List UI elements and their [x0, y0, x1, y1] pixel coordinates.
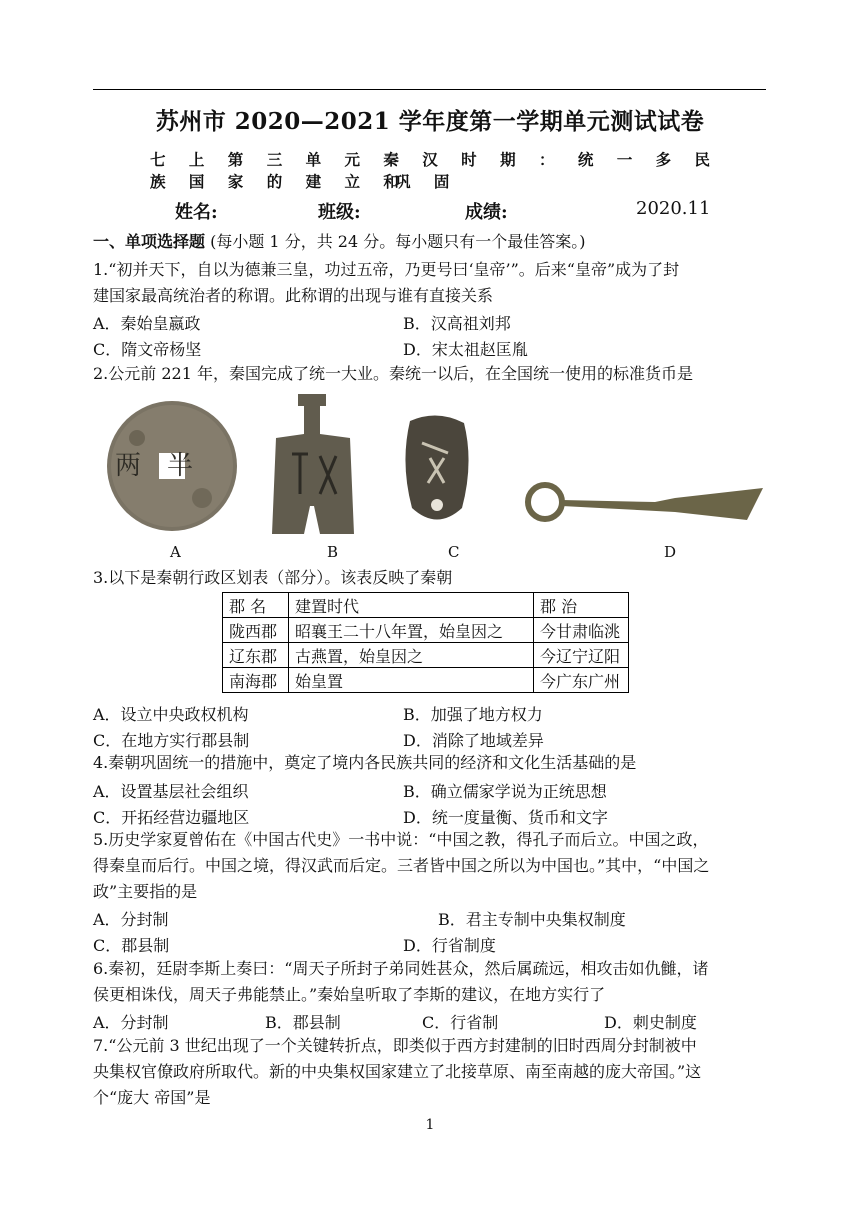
q6-option-d: D．刺史制度 — [604, 1013, 697, 1032]
q3-stem-1: 3.以下是秦朝行政区划表（部分）。该表反映了秦朝 — [93, 568, 453, 587]
section-title: 一、单项选择题 — [93, 232, 206, 251]
q6-option-a: A．分封制 — [93, 1013, 169, 1032]
q6-stem-2: 侯更相诛伐，周天子弗能禁止。”秦始皇听取了李斯的建议，在地方实行了 — [93, 985, 606, 1004]
coin-d-knife-image — [525, 470, 765, 530]
q1-option-d: D．宋太祖赵匡胤 — [403, 340, 528, 359]
exam-subtitle: 七 上 第 三 单 元 秦 汉 时 期 ： 统 一 多 民 族 国 家 的 建 立 和 — [150, 150, 720, 191]
table-header-cell: 郡 名 — [223, 593, 289, 618]
q5-option-c: C．郡县制 — [93, 936, 170, 955]
q5-option-b: B．君主专制中央集权制度 — [438, 910, 626, 929]
q5-option-d: D．行省制度 — [403, 936, 496, 955]
table-cell: 今甘肃临洮 — [534, 618, 629, 643]
table-header-cell: 郡 治 — [534, 593, 629, 618]
table-header-row — [223, 593, 629, 618]
q1-stem-2: 建国家最高统治者的称谓。此称谓的出现与谁有直接关系 — [93, 286, 494, 305]
prefecture-table — [222, 592, 629, 693]
q6-stem-1: 6.秦初，廷尉李斯上奏曰：“周天子所封子弟同姓甚众，然后属疏远，相攻击如仇雠，诸 — [93, 959, 709, 978]
q3-option-c: C．在地方实行郡县制 — [93, 731, 250, 750]
q7-stem-2: 央集权官僚政府所取代。新的中央集权国家建立了北接草原、南至南越的庞大帝国。”这 — [93, 1062, 702, 1081]
coin-label-c: C — [448, 543, 460, 561]
coin-label-a: A — [170, 543, 181, 561]
q7-stem-3: 个“庞大 帝国”是 — [93, 1088, 211, 1107]
table-cell: 今广东广州 — [534, 668, 629, 693]
q5-option-a: A．分封制 — [93, 910, 169, 929]
q4-stem-1: 4.秦朝巩固统一的措施中，奠定了境内各民族共同的经济和文化生活基础的是 — [93, 753, 637, 772]
q2-stem-1: 2.公元前 221 年，秦国完成了统一大业。秦统一以后，在全国统一使用的标准货币是 — [93, 364, 693, 383]
header-rule — [93, 89, 766, 90]
table-row — [223, 643, 629, 668]
coin-label-b: B — [327, 543, 339, 561]
q5-stem-1: 5.历史学家夏曾佑在《中国古代史》一书中说：“中国之教，得孔子而后立。中国之政， — [93, 830, 709, 849]
section-instruction: (每小题 1 分，共 24 分。每小题只有一个最佳答案。) — [205, 232, 586, 251]
q4-option-b: B．确立儒家学说为正统思想 — [403, 782, 607, 801]
q4-option-a: A．设置基层社会组织 — [93, 782, 249, 801]
q3-option-b: B．加强了地方权力 — [403, 705, 543, 724]
score-label: 成绩: — [465, 202, 508, 223]
q6-option-b: B．郡县制 — [265, 1013, 341, 1032]
coin-b-spade-image — [270, 394, 355, 539]
table-cell: 始皇置 — [289, 668, 534, 693]
q4-option-d: D．统一度量衡、货币和文字 — [403, 808, 608, 827]
q1-stem-1: 1.“初并天下，自以为德兼三皇，功过五帝，乃更号曰‘皇帝’”。后来“皇帝”成为了封 — [93, 260, 680, 279]
q4-option-c: C．开拓经营边疆地区 — [93, 808, 250, 827]
table-row — [223, 618, 629, 643]
q5-stem-3: 政”主要指的是 — [93, 882, 198, 901]
table-header-cell: 建置时代 — [289, 593, 534, 618]
exam-title: 苏州市 2020—2021 学年度第一学期单元测试试卷 — [155, 108, 705, 135]
table-row — [223, 668, 629, 693]
q7-stem-1: 7.“公元前 3 世纪出现了一个关键转折点，即类似于西方封建制的旧时西周分封制被中 — [93, 1036, 697, 1055]
class-label: 班级: — [318, 202, 361, 223]
table-cell: 辽东郡 — [223, 643, 289, 668]
coin-a-inscription: 两 半 — [115, 451, 194, 481]
name-label: 姓名: — [175, 202, 218, 223]
exam-subtitle-cont: 巩 固 — [395, 172, 459, 191]
table-cell: 南海郡 — [223, 668, 289, 693]
q1-option-a: A．秦始皇嬴政 — [93, 314, 201, 333]
table-cell: 古燕置，始皇因之 — [289, 643, 534, 668]
q3-option-a: A．设立中央政权机构 — [93, 705, 249, 724]
table-cell: 今辽宁辽阳 — [534, 643, 629, 668]
q6-option-c: C．行省制 — [422, 1013, 499, 1032]
q1-option-c: C．隋文帝杨坚 — [93, 340, 202, 359]
q3-option-d: D．消除了地域差异 — [403, 731, 544, 750]
coin-a-banliang-image — [97, 398, 247, 533]
q5-stem-2: 得秦皇而后行。中国之境，得汉武而后定。三者皆中国之所以为中国也。”其中，“中国之 — [93, 856, 710, 875]
coin-c-antnose-image — [400, 413, 475, 528]
exam-date: 2020.11 — [636, 198, 711, 219]
q1-option-b: B．汉高祖刘邦 — [403, 314, 511, 333]
table-cell: 昭襄王二十八年置，始皇因之 — [289, 618, 534, 643]
page-number: 1 — [425, 1117, 435, 1133]
table-cell: 陇西郡 — [223, 618, 289, 643]
coin-label-d: D — [664, 543, 677, 561]
section-heading — [93, 231, 585, 253]
